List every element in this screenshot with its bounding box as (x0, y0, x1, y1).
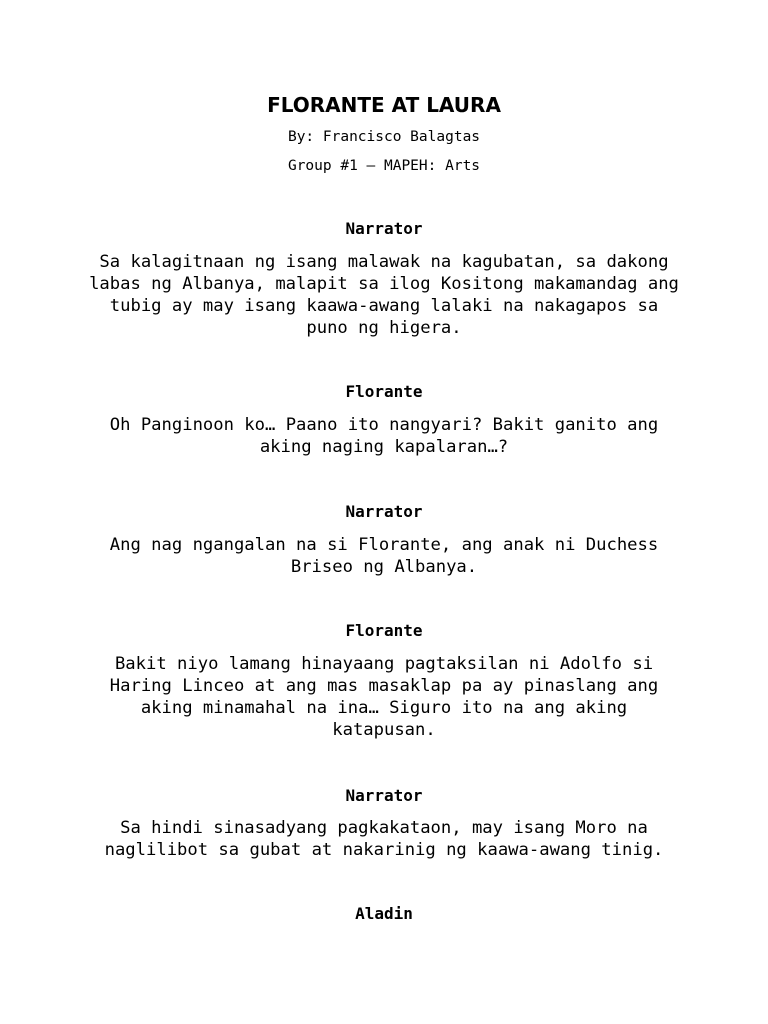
dialogue-text: Oh Panginoon ko… Paano ito nangyari? Bakit ganito ang aking naging kapalaran…? (109, 415, 659, 457)
speaker-name: Narrator (345, 502, 423, 521)
speaker-name: Florante (345, 382, 423, 401)
dialogue-text: Ang nag ngangalan na si Florante, ang anak ni Duchess Briseo ng Albanya. (109, 535, 659, 577)
speaker-name: Aladin (355, 904, 413, 923)
speaker-name: Narrator (345, 219, 423, 238)
document-group: Group #1 – MAPEH: Arts (287, 158, 481, 174)
speaker-name: Florante (345, 621, 423, 640)
document-title: FLORANTE AT LAURA (267, 93, 501, 117)
speaker-name: Narrator (345, 786, 423, 805)
document-author: By: Francisco Balagtas (287, 129, 481, 145)
dialogue-text: Bakit niyo lamang hinayaang pagtaksilan ni Adolfo si Haring Linceo at ang mas masaklap pa ay pinaslang ang aking minamahal na ina… Siguro ito na ang aking katapusan. (109, 654, 659, 740)
dialogue-text: Sa kalagitnaan ng isang malawak na kagubatan, sa dakong labas ng Albanya, malapit sa ilog Kositong makamandag ang tubig ay may isang kaawa-awang lalaki na nakagapos sa puno ng higera. (89, 252, 679, 338)
dialogue-text: Sa hindi sinasadyang pagkakataon, may isang Moro na naglilibot sa gubat at nakarinig ng kaawa-awang tinig. (104, 818, 664, 860)
